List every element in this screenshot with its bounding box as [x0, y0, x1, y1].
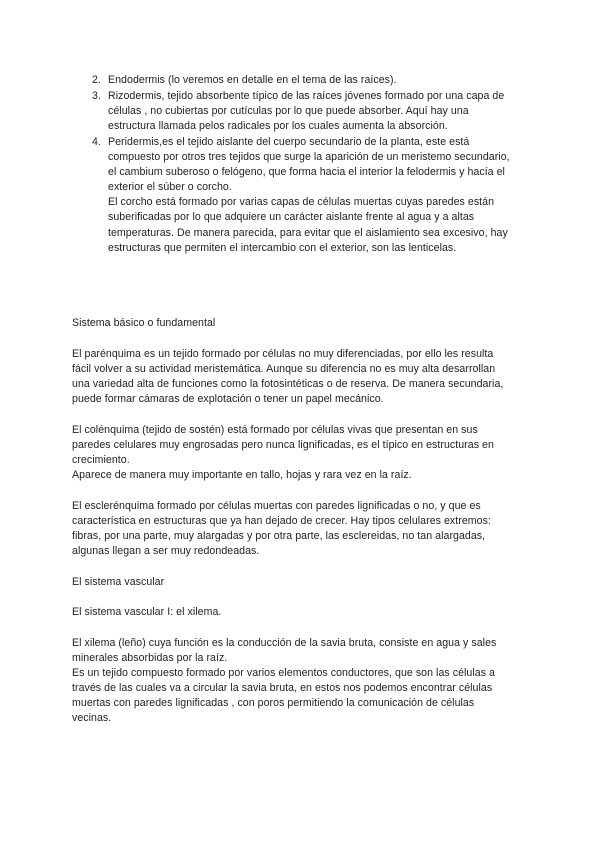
- paragraph-line: muertas con paredes lignificadas , con poros permitiendo la comunicación de células: [72, 697, 475, 709]
- paragraph-line: característica en estructuras que ya han dejado de crecer. Hay tipos celulares extremos:: [72, 515, 491, 527]
- list-item-line: suberificadas por lo que adquiere un carácter aislante frente al agua y a altas: [108, 211, 475, 223]
- list-item-line: células , no cubiertas por cutículas por lo que puede absorber. Aquí hay una: [108, 105, 469, 117]
- list-item-line: Endodermis (lo veremos en detalle en el tema de las raíces).: [108, 74, 397, 86]
- list-item-line: compuesto por otros tres tejidos que surge la aparición de un meristemo secundario,: [108, 151, 510, 163]
- list-item-line: Rizodermis, tejido absorbente típico de las raíces jóvenes formado por una capa de: [108, 90, 505, 102]
- list-number: 2.: [92, 74, 101, 86]
- list-item-line: el cambium suberoso o felógeno, que forma hacia el interior la felodermis y hacía el: [108, 166, 505, 178]
- paragraph-line: El xilema (leño) cuya función es la conducción de la savia bruta, consiste en agua y sales: [72, 637, 497, 649]
- paragraph-line: El esclerénquima formado por células muertas con paredes lignificadas o no, y que es: [72, 500, 481, 512]
- paragraph-line: El parénquima es un tejido formado por células no muy diferenciadas, por ello les resulta: [72, 348, 494, 360]
- paragraph-line: fibras, por una parte, muy alargadas y por otra parte, las esclereidas, no tan alargadas,: [72, 530, 486, 542]
- paragraph-line: fácil volver a su actividad meristemática. Aunque su diferencia no es muy alta desarrollan: [72, 363, 496, 375]
- paragraph-line: crecimiento.: [72, 454, 130, 466]
- list-item-line: Peridermis,es el tejido aislante del cuerpo secundario de la planta, este está: [108, 136, 470, 148]
- paragraph-line: Es un tejido compuesto formado por varios elementos conductores, que son las células a: [72, 667, 495, 679]
- list-item-line: temperaturas. De manera parecida, para evitar que el aislamiento sea excesivo, hay: [108, 227, 508, 239]
- list-item-line: El corcho está formado por varias capas de células muertas cuyas paredes están: [108, 196, 495, 208]
- list-number: 3.: [92, 90, 101, 102]
- paragraph-line: El colénquima (tejido de sostén) está formado por células vivas que presentan en sus: [72, 424, 478, 436]
- list-item-line: estructuras que permiten el intercambio con el exterior, son las lenticelas.: [108, 242, 457, 254]
- paragraph-line: vecinas.: [72, 712, 112, 724]
- paragraph-line: algunas llegan a ser muy redondeadas.: [72, 545, 260, 557]
- subsection-heading: El sistema vascular I: el xilema.: [72, 606, 222, 618]
- paragraph-line: través de las cuales va a circular la savia bruta, en estos nos podemos encontrar células: [72, 682, 493, 694]
- list-item-line: estructura llamada pelos radicales por los cuales aumenta la absorción.: [108, 120, 448, 132]
- section-heading: El sistema vascular: [72, 576, 165, 588]
- list-item-line: exterior el súber o corcho.: [108, 181, 232, 193]
- paragraph-line: paredes celulares muy engrosadas pero nunca lignificadas, es el típico en estructuras en: [72, 439, 494, 451]
- paragraph-line: una variedad alta de funciones como la fotosintéticas o de reserva. De manera secundaria,: [72, 378, 504, 390]
- paragraph-line: puede formar cámaras de explotación o tener un papel mecánico.: [72, 393, 384, 405]
- paragraph-line: Aparece de manera muy importante en tallo, hojas y rara vez en la raíz.: [72, 469, 412, 481]
- section-heading: Sistema básico o fundamental: [72, 317, 216, 329]
- paragraph-line: minerales absorbidas por la raíz.: [72, 652, 228, 664]
- list-number: 4.: [92, 136, 101, 148]
